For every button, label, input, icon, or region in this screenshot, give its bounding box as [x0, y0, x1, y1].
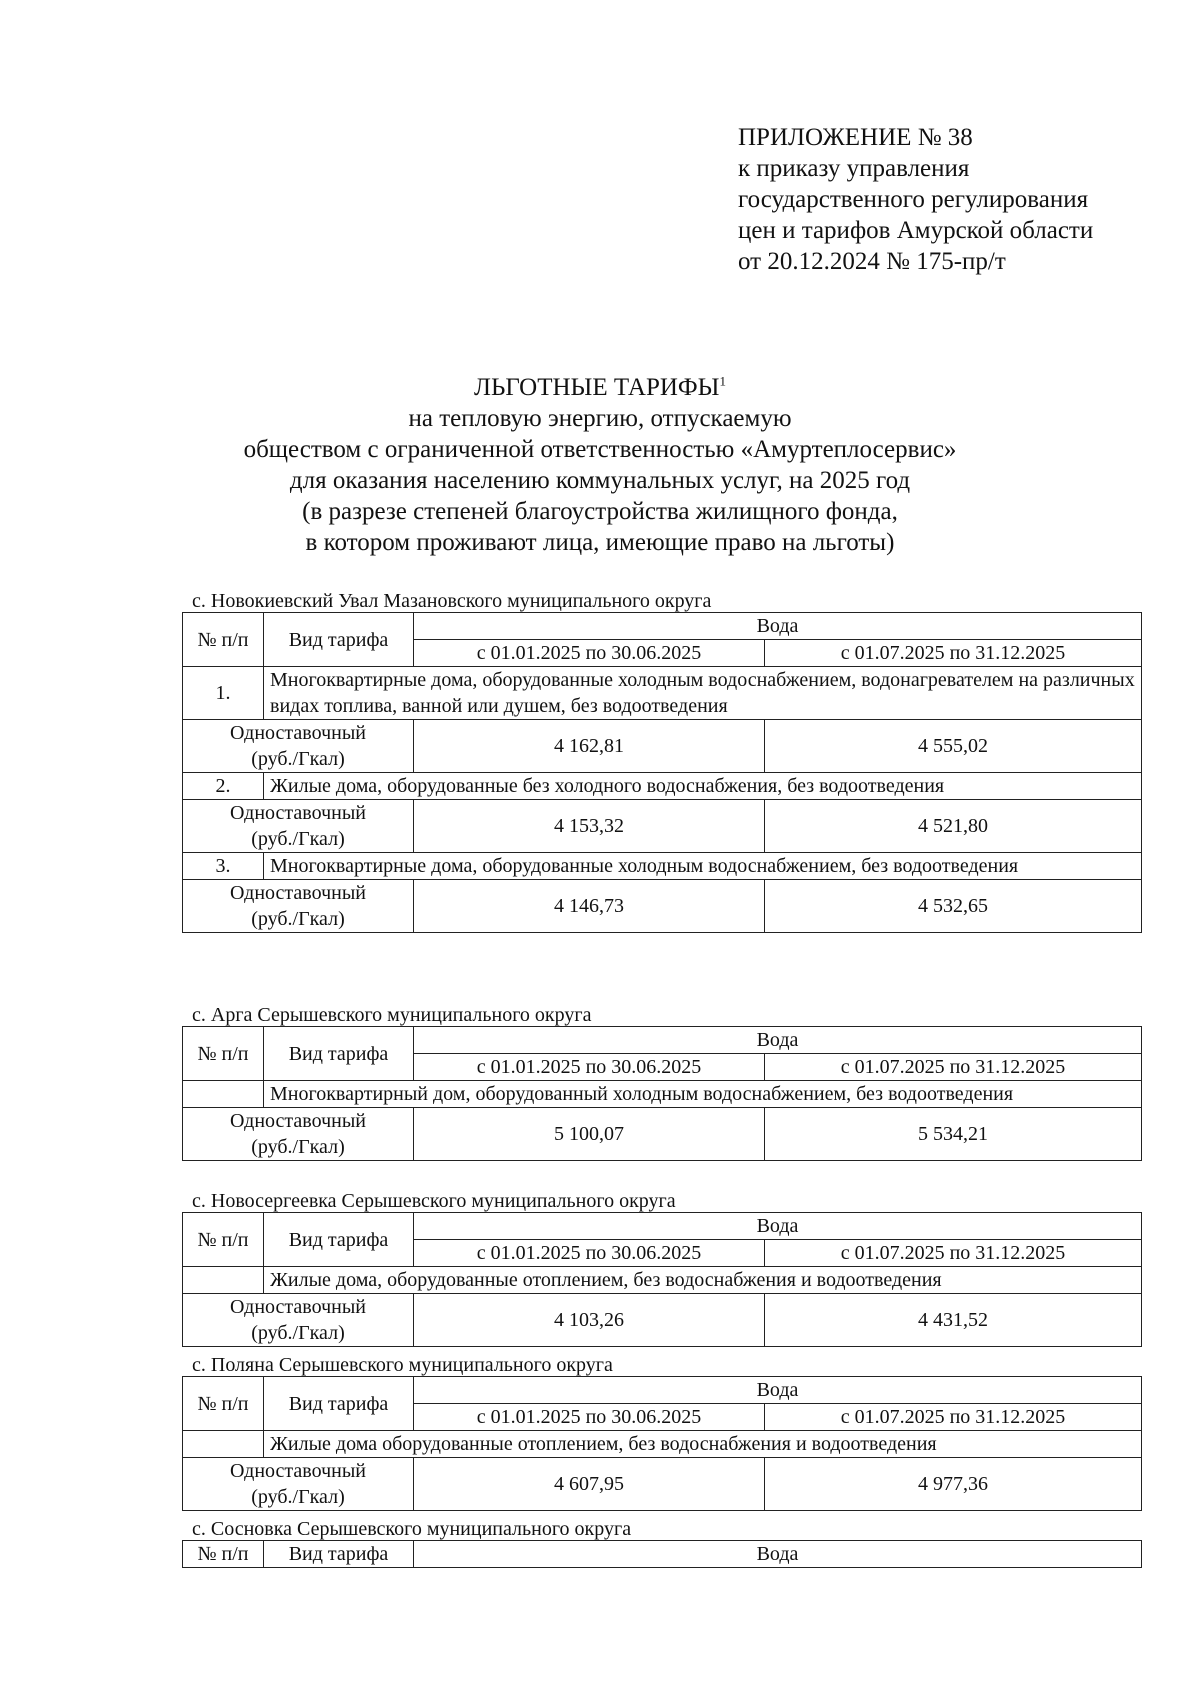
header-water: Вода: [414, 1213, 1142, 1240]
rate-value-period-1: 4 103,26: [414, 1294, 765, 1347]
appendix-authority: государственного регулирования: [738, 186, 1089, 213]
rate-value-period-1: 4 162,81: [414, 720, 765, 773]
appendix-authority-2: цен и тарифов Амурской области: [738, 217, 1094, 244]
header-num: № п/п: [183, 1027, 264, 1081]
tariff-section: [182, 1190, 1142, 1347]
header-period-1: с 01.01.2025 по 30.06.2025: [414, 1240, 765, 1267]
header-water: Вода: [414, 1027, 1142, 1054]
item-num: [183, 1267, 264, 1294]
tariff-section: [182, 1518, 1142, 1568]
tariff-table: [182, 1212, 1142, 1347]
header-period-2: с 01.07.2025 по 31.12.2025: [765, 1404, 1142, 1431]
header-type: Вид тарифа: [264, 613, 414, 667]
title-line: обществом с ограниченной ответственностью «Амуртеплосервис»: [243, 436, 957, 463]
document-title: [150, 372, 1050, 558]
header-num: № п/п: [183, 613, 264, 667]
header-water: Вода: [414, 613, 1142, 640]
item-description: Многоквартирные дома, оборудованные холодным водоснабжением, водонагревателем на различных видах топлива, ванной или душем, без водоотведения: [264, 667, 1142, 720]
appendix-ref: к приказу управления: [738, 155, 970, 182]
rate-value-period-2: 5 534,21: [765, 1108, 1142, 1161]
header-num: № п/п: [183, 1541, 264, 1568]
appendix-date: от 20.12.2024 № 175-пр/т: [738, 248, 1006, 275]
item-description: Многоквартирный дом, оборудованный холодным водоснабжением, без водоотведения: [264, 1081, 1142, 1108]
section-location: с. Новосергеевка Серышевского муниципального округа: [192, 1190, 676, 1212]
header-period-1: с 01.01.2025 по 30.06.2025: [414, 1054, 765, 1081]
header-num: № п/п: [183, 1213, 264, 1267]
title-line: в котором проживают лица, имеющие право на льготы): [305, 529, 895, 556]
item-num: [183, 1081, 264, 1108]
header-period-2: с 01.07.2025 по 31.12.2025: [765, 1054, 1142, 1081]
rate-label: Одноставочный (руб./Гкал): [183, 800, 414, 853]
rate-value-period-1: 4 607,95: [414, 1458, 765, 1511]
rate-label: Одноставочный (руб./Гкал): [183, 720, 414, 773]
rate-value-period-2: 4 555,02: [765, 720, 1142, 773]
tariff-table: [182, 612, 1142, 933]
header-period-1: с 01.01.2025 по 30.06.2025: [414, 1404, 765, 1431]
tariff-section: [182, 1354, 1142, 1511]
rate-label: Одноставочный (руб./Гкал): [183, 1108, 414, 1161]
rate-value-period-1: 4 153,32: [414, 800, 765, 853]
rate-value-period-2: 4 532,65: [765, 880, 1142, 933]
rate-value-period-1: 4 146,73: [414, 880, 765, 933]
tariff-table: [182, 1026, 1142, 1161]
section-location: с. Арга Серышевского муниципального округа: [192, 1004, 592, 1026]
title-line: (в разрезе степеней благоустройства жилищного фонда,: [302, 498, 898, 525]
rate-value-period-1: 5 100,07: [414, 1108, 765, 1161]
tariff-table: [182, 1540, 1142, 1568]
item-num: [183, 1431, 264, 1458]
header-type: Вид тарифа: [264, 1213, 414, 1267]
item-num: 2.: [183, 773, 264, 800]
header-num: № п/п: [183, 1377, 264, 1431]
header-water: Вода: [414, 1541, 1142, 1568]
item-description: Многоквартирные дома, оборудованные холодным водоснабжением, без водоотведения: [264, 853, 1142, 880]
header-period-2: с 01.07.2025 по 31.12.2025: [765, 1240, 1142, 1267]
header-type: Вид тарифа: [264, 1027, 414, 1081]
section-location: с. Новокиевский Увал Мазановского муниципального округа: [192, 590, 712, 612]
rate-value-period-2: 4 977,36: [765, 1458, 1142, 1511]
item-description: Жилые дома оборудованные отоплением, без водоснабжения и водоотведения: [264, 1431, 1142, 1458]
appendix-number: ПРИЛОЖЕНИЕ № 38: [738, 124, 973, 151]
item-num: 3.: [183, 853, 264, 880]
header-period-2: с 01.07.2025 по 31.12.2025: [765, 640, 1142, 667]
title-line: для оказания населению коммунальных услуг, на 2025 год: [289, 467, 911, 494]
section-location: с. Сосновка Серышевского муниципального округа: [192, 1518, 632, 1540]
header-type: Вид тарифа: [264, 1541, 414, 1568]
tariff-section: [182, 590, 1142, 933]
header-type: Вид тарифа: [264, 1377, 414, 1431]
tariff-table: [182, 1376, 1142, 1511]
tariff-section: [182, 1004, 1142, 1161]
title-main: ЛЬГОТНЫЕ ТАРИФЫ$^1$: [474, 373, 726, 401]
rate-label: Одноставочный (руб./Гкал): [183, 880, 414, 933]
item-num: 1.: [183, 667, 264, 720]
footnote-mark: 1: [719, 373, 726, 389]
item-description: Жилые дома, оборудованные без холодного водоснабжения, без водоотведения: [264, 773, 1142, 800]
rate-label: Одноставочный (руб./Гкал): [183, 1458, 414, 1511]
title-line: на тепловую энергию, отпускаемую: [408, 405, 792, 432]
header-water: Вода: [414, 1377, 1142, 1404]
section-location: с. Поляна Серышевского муниципального округа: [192, 1354, 613, 1376]
item-description: Жилые дома, оборудованные отоплением, без водоснабжения и водоотведения: [264, 1267, 1142, 1294]
rate-label: Одноставочный (руб./Гкал): [183, 1294, 414, 1347]
appendix-header: [738, 122, 1093, 277]
rate-value-period-2: 4 521,80: [765, 800, 1142, 853]
header-period-1: с 01.01.2025 по 30.06.2025: [414, 640, 765, 667]
rate-value-period-2: 4 431,52: [765, 1294, 1142, 1347]
